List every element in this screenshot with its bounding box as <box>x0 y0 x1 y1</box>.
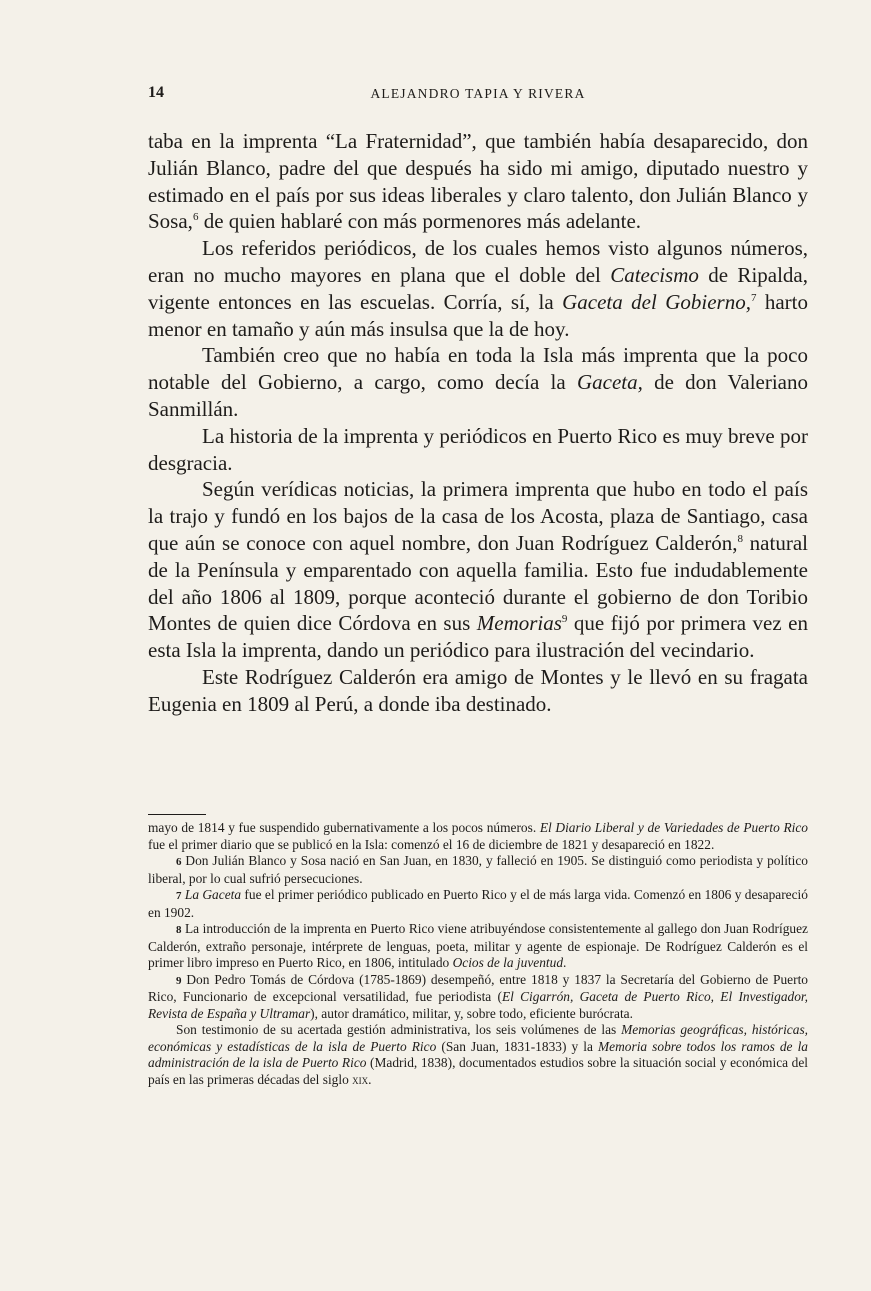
italic-run: El Diario Liberal y de Variedades de Puerto Rico <box>539 820 808 835</box>
body-text <box>148 128 808 718</box>
text-run: de don Valeriano Sanmillán. <box>148 370 809 421</box>
text-run: mayo de 1814 y fue suspendido gubernativamente a los pocos números. <box>148 820 540 835</box>
italic-run: Catecismo <box>610 262 699 287</box>
small-caps-run: xix <box>352 1071 369 1087</box>
footnote-ref: 8 <box>737 532 743 545</box>
text-run: natural de la Península y emparentado con aquella familia. Esto fue indudablemente del año 1806 al 1809, porque aconteció durante el gobierno de don Toribio Montes de quien dice Córdova en sus <box>148 530 808 636</box>
italic-run: La Gaceta <box>184 887 242 902</box>
text-run: Don Pedro Tomás de Córdova (1785-1869) desempeñó, entre 1818 y 1837 la Secretaría del Gobierno de Puerto Rico, Funcionario de excepcional versatilidad, fue periodista ( <box>148 971 808 1004</box>
footnote-9 <box>148 972 808 1023</box>
italic-run: Gaceta del Gobierno, <box>562 289 751 314</box>
paragraph-1 <box>148 128 808 235</box>
footnote-ref: 7 <box>750 291 757 304</box>
text-run: ), autor dramático, militar, y, sobre todo, eficiente burócrata. <box>310 1005 633 1021</box>
text-run: harto menor en tamaño y aún más insulsa que la de hoy. <box>148 289 809 341</box>
footnote-continuation <box>148 820 808 853</box>
running-head: ALEJANDRO TAPIA Y RIVERA <box>370 86 586 101</box>
footnote-number: 7 <box>176 890 182 902</box>
text-run: También creo que no había en toda la Isla más imprenta que la poco notable del Gobierno, a cargo, como decía la <box>148 343 808 395</box>
footnote-ref: 9 <box>561 613 568 626</box>
footnote-number: 8 <box>176 924 182 936</box>
footnote-number: 9 <box>176 974 182 987</box>
text-run: (Madrid, 1838), documentados estudios sobre la situación social y económica del país en las primeras décadas del siglo <box>148 1055 808 1087</box>
footnote-number: 6 <box>176 856 182 868</box>
page-number: 14 <box>148 84 164 101</box>
footnote-7 <box>148 887 808 921</box>
text-run: Los referidos periódicos, de los cuales hemos visto algunos números, eran no mucho mayores en plana que el doble del <box>148 236 808 287</box>
italic-run: Memorias <box>476 611 562 636</box>
italic-run: Gaceta, <box>576 370 643 395</box>
paragraph-4 <box>148 423 808 477</box>
footnote-8 <box>148 921 808 972</box>
text-run: . <box>368 1071 372 1087</box>
text-run: . <box>563 955 567 970</box>
text-run: Este Rodríguez Calderón era amigo de Montes y le llevó en su fragata Eugenia en 1809 al Perú, a donde iba destinado. <box>148 664 808 716</box>
text-run: fue el primer periódico publicado en Puerto Rico y el de más larga vida. Comenzó en 1806 y desapareció en 1902. <box>148 887 808 920</box>
footnote-6 <box>148 853 808 887</box>
text-run: taba en la imprenta “La Fraternidad”, que también había desaparecido, don Julián Blanco, padre del que después ha sido mi amigo, diputado nuestro y estimado en el país por sus ideas liberales y claro talento, don Julián Blanco y Sosa, <box>148 129 808 234</box>
text-run: fue el primer diario que se publicó en la Isla: comenzó el 16 de diciembre de 1821 y desapareció en 1822. <box>148 836 715 852</box>
text-run: Son testimonio de su acertada gestión administrativa, los seis volúmenes de las <box>176 1022 622 1037</box>
footnote-ref: 6 <box>192 211 199 224</box>
text-run: que fijó por primera vez en esta Isla la imprenta, dando un periódico para ilustración del vecindario. <box>148 611 808 663</box>
italic-run: Memoria sobre todos los ramos de la administración de la isla de Puerto Rico <box>148 1038 808 1070</box>
italic-run: Memorias geográficas, históricas, económicas y estadísticas de la isla de Puerto Rico <box>148 1022 808 1054</box>
text-run: La introducción de la imprenta en Puerto Rico viene atribuyéndose consistentemente al gallego don Juan Rodríguez Calderón, extraño personaje, intérprete de lenguas, poeta, militar y agente de espionaje. De Rodríguez Calderón es el primer libro impreso en Puerto Rico, en 1806, intitulado <box>148 921 808 970</box>
text-run: de quien hablaré con más pormenores más adelante. <box>198 209 642 234</box>
footnotes <box>148 820 808 1088</box>
italic-run: El Cigarrón, Gaceta de Puerto Rico, El Investigador, Revista de España y Ultramar <box>148 989 808 1021</box>
paragraph-2 <box>148 235 808 342</box>
text-run: de Ripalda, vigente entonces en las escuelas. Corría, sí, la <box>148 262 809 314</box>
text-run: Don Julián Blanco y Sosa nació en San Juan, en 1830, y falleció en 1905. Se distinguió como periodista y político liberal, por lo cual sufrió persecuciones. <box>148 853 808 886</box>
paragraph-6 <box>148 664 808 718</box>
footnote-divider <box>148 814 206 815</box>
text-run: Según verídicas noticias, la primera imprenta que hubo en todo el país la trajo y fundó en los bajos de la casa de los Acosta, plaza de Santiago, casa que aún se conoce con aquel nombre, don Juan Rodríguez Calderón, <box>148 477 808 555</box>
italic-run: Ocios de la juventud <box>452 955 564 970</box>
footnote-9-continued <box>148 1022 808 1088</box>
page-header <box>148 84 808 108</box>
paragraph-3 <box>148 342 808 422</box>
text-run: (San Juan, 1831-1833) y la <box>436 1038 599 1054</box>
text-run: La historia de la imprenta y periódicos en Puerto Rico es muy breve por desgracia. <box>148 423 808 475</box>
paragraph-5 <box>148 476 808 664</box>
